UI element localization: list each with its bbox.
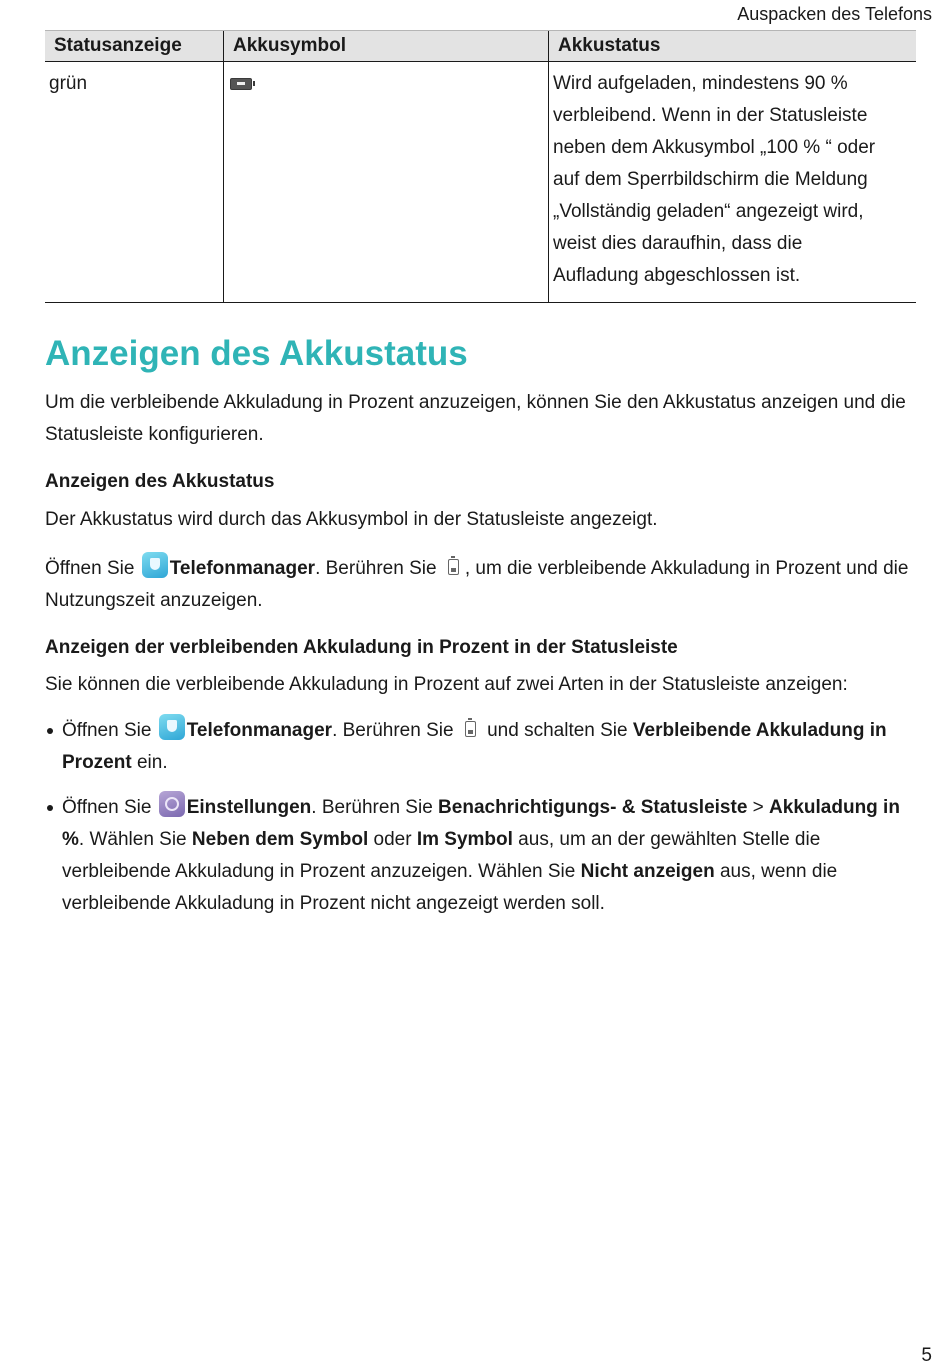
indicator-cell (45, 62, 224, 303)
status-line: weist dies daraufhin, dass die (553, 233, 803, 254)
battery-status-table (45, 30, 916, 303)
subsection-title-2: Anzeigen der verbleibenden Akkuladung in Prozent in der Statusleiste (45, 637, 678, 658)
running-header: Auspacken des Telefons (737, 4, 932, 24)
status-line: „Vollständig geladen“ angezeigt wird, (553, 201, 864, 222)
column-header-status: Akkustatus (549, 31, 917, 62)
subsection-2-text: Sie können die verbleibende Akkuladung in Prozent auf zwei Arten in der Statusleiste anzeigen: (45, 674, 848, 695)
list-item: Öffnen Sie Telefonmanager. Berühren Sie und schalten Sie Verbleibende Akkuladung in Prozent ein. (45, 714, 920, 779)
phone-manager-app-icon (159, 714, 185, 740)
indicator-value: grün (49, 73, 88, 94)
status-cell (549, 62, 917, 303)
charging-battery-icon (230, 78, 252, 90)
symbol-cell (224, 62, 549, 303)
status-line: Aufladung abgeschlossen ist. (553, 265, 801, 286)
table-row (45, 62, 916, 303)
status-line: neben dem Akkusymbol „100 % “ oder (553, 137, 876, 158)
battery-icon (448, 559, 459, 575)
phone-manager-label: Telefonmanager (169, 558, 316, 579)
section-intro: Um die verbleibende Akkuladung in Prozent anzuzeigen, können Sie den Akkustatus anzeigen und die Statusleiste konfigurieren. (45, 392, 906, 445)
section-title: Anzeigen des Akkustatus (45, 334, 468, 373)
table-header-row (45, 31, 916, 62)
status-line: Wird aufgeladen, mindestens 90 % (553, 73, 848, 94)
page-number: 5 (921, 1345, 932, 1366)
status-line: verbleibend. Wenn in der Statusleiste (553, 105, 868, 126)
battery-icon (465, 721, 476, 737)
instruction-list (45, 714, 920, 932)
column-header-symbol: Akkusymbol (224, 31, 549, 62)
subsection-1-text: Der Akkustatus wird durch das Akkusymbol in der Statusleiste angezeigt. (45, 509, 658, 530)
subsection-1-step: Öffnen Sie Telefonmanager. Berühren Sie , um die verbleibende Akkuladung in Prozent und die Nutzungszeit anzuzeigen. (45, 552, 925, 617)
settings-app-icon (159, 791, 185, 817)
status-line: auf dem Sperrbildschirm die Meldung (553, 169, 868, 190)
subsection-title-1: Anzeigen des Akkustatus (45, 471, 275, 492)
column-header-indicator: Statusanzeige (45, 31, 224, 62)
phone-manager-app-icon (142, 552, 168, 578)
list-item: Öffnen Sie Einstellungen. Berühren Sie Benachrichtigungs- & Statusleiste > Akkuladung in %. Wählen Sie Neben dem Symbol oder Im Symbol aus, um an der gewählten Stelle die verbleibende Akkuladung in Prozent anzuzeigen. Wählen Sie Nicht anzeigen aus, wenn die verbleibende Akkuladung in Prozent nicht angezeigt werden soll. (45, 791, 920, 920)
